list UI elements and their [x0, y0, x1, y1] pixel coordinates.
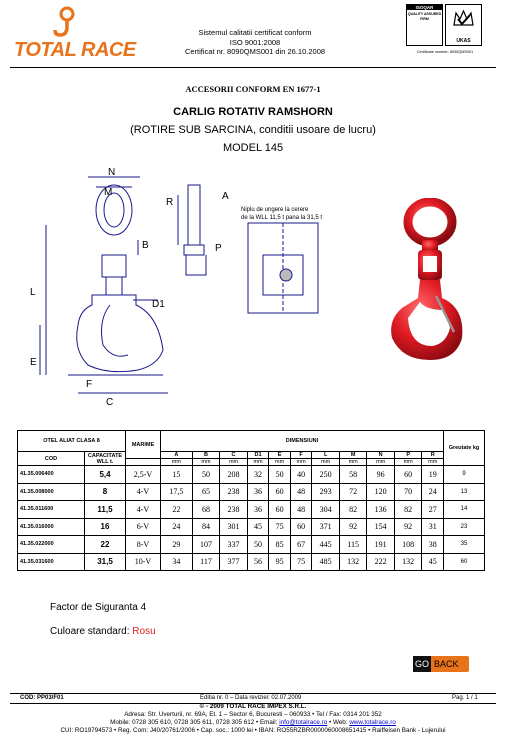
footer-address: Adresa: Str. Uverturii, nr. 69A, Et. 1 – Sector 6, Bucuresti – 060933 • Tel / Fax: 0314 201 352: [124, 711, 382, 718]
dim-col-b: B: [192, 452, 220, 459]
cell-dim-n: 136: [367, 501, 395, 519]
cell-dim-f: 75: [290, 553, 312, 571]
certification-text: [160, 28, 350, 57]
cell-dim-e: 60: [269, 501, 291, 519]
cell-dim-m: 132: [339, 553, 367, 571]
unit-m: mm: [339, 459, 367, 466]
dim-col-e: E: [269, 452, 291, 459]
weight-header: Greutate kg: [444, 431, 485, 466]
cell-dim-c: 337: [220, 536, 248, 554]
cell-marking: 10-V: [126, 553, 161, 571]
cell-weight: 35: [444, 536, 485, 554]
ukas-label: UKAS: [456, 38, 471, 44]
table-row: [18, 483, 485, 501]
cell-dim-a: 34: [161, 553, 193, 571]
dim-label-b: B: [142, 240, 149, 251]
specifications-table: [17, 430, 485, 571]
dim-label-c: C: [106, 397, 114, 408]
cell-dim-p: 132: [394, 553, 422, 571]
go-back-button[interactable]: [413, 656, 469, 672]
cell-dim-n: 96: [367, 466, 395, 484]
cell-dim-b: 107: [192, 536, 220, 554]
table-row: [18, 466, 485, 484]
cell-dim-a: 17,5: [161, 483, 193, 501]
iso-certification-badge: [401, 4, 489, 62]
logo-text: TOTAL RACE: [14, 39, 136, 61]
cell-dim-l: 485: [312, 553, 340, 571]
cell-dim-c: 238: [220, 501, 248, 519]
cell-capacity: 31,5: [85, 553, 126, 571]
unit-a: mm: [161, 459, 193, 466]
cell-code: 41.35.016000: [18, 518, 85, 536]
table-row: [18, 536, 485, 554]
cell-code: 41.35.008000: [18, 483, 85, 501]
footer-contact: [0, 719, 506, 727]
steel-header: OTEL ALIAT CLASA 8: [18, 431, 126, 452]
footer-block: [0, 703, 506, 735]
cell-dim-m: 92: [339, 518, 367, 536]
hook-logo-icon: [47, 5, 87, 39]
cell-dim-p: 82: [394, 501, 422, 519]
cell-dim-r: 38: [422, 536, 444, 554]
dim-col-n: N: [367, 452, 395, 459]
cell-dim-c: 377: [220, 553, 248, 571]
cell-dim-f: 40: [290, 466, 312, 484]
dim-col-c: C: [220, 452, 248, 459]
cell-dim-b: 68: [192, 501, 220, 519]
note-line1: Niplu de ungere la cerere: [241, 207, 309, 213]
cell-marking: 8-V: [126, 536, 161, 554]
unit-c: mm: [220, 459, 248, 466]
cell-dim-m: 72: [339, 483, 367, 501]
dim-col-f: F: [290, 452, 312, 459]
cell-dim-d1: 45: [247, 518, 269, 536]
dim-col-a: A: [161, 452, 193, 459]
cell-dim-e: 50: [269, 466, 291, 484]
product-subtitle: (ROTIRE SUB SARCINA, conditii usoare de lucru): [130, 124, 376, 136]
cell-dim-d1: 56: [247, 553, 269, 571]
cell-dim-b: 65: [192, 483, 220, 501]
cell-weight: 23: [444, 518, 485, 536]
cell-dim-m: 115: [339, 536, 367, 554]
cell-capacity: 22: [85, 536, 126, 554]
cell-weight: 9: [444, 466, 485, 484]
cert-line1: Sistemul calitatii certificat conform: [198, 28, 312, 37]
cell-dim-n: 191: [367, 536, 395, 554]
cell-dim-l: 371: [312, 518, 340, 536]
table-row: [18, 553, 485, 571]
cell-capacity: 5,4: [85, 466, 126, 484]
dim-col-r: R: [422, 452, 444, 459]
dim-label-a: A: [222, 191, 229, 202]
cell-dim-r: 31: [422, 518, 444, 536]
cell-dim-l: 304: [312, 501, 340, 519]
footer-legal: CUI: RO19794573 • Reg. Com: J40/20761/2006 • Cap. soc.: 1000 lei • IBAN: RO55RZBR0000060008651415 • Raiffeisen Bank - Lujerului: [60, 727, 446, 734]
cell-dim-l: 293: [312, 483, 340, 501]
dim-label-e: E: [30, 357, 37, 368]
header-divider: [10, 67, 496, 68]
cell-dim-p: 60: [394, 466, 422, 484]
marking-blank: [126, 459, 161, 466]
footer-page: Pag. 1 / 1: [452, 695, 478, 701]
cell-dim-n: 222: [367, 553, 395, 571]
cell-dim-n: 154: [367, 518, 395, 536]
cell-dim-p: 70: [394, 483, 422, 501]
dim-label-d1: D1: [152, 299, 165, 310]
dim-label-m: M: [104, 187, 113, 198]
cell-dim-m: 82: [339, 501, 367, 519]
table-row: [18, 518, 485, 536]
footer-web-link[interactable]: www.totalrace.ro: [349, 719, 396, 726]
cell-dim-m: 58: [339, 466, 367, 484]
cell-dim-l: 445: [312, 536, 340, 554]
cell-dim-c: 301: [220, 518, 248, 536]
note-line2: de la WLL 11,5 t pana la 31,5 t: [241, 215, 323, 221]
cell-marking: 4-V: [126, 501, 161, 519]
marking-header: MARIME: [126, 431, 161, 459]
cert-line3: Certificat nr. 8090QMS001 din 26.10.2008: [184, 47, 326, 56]
lubrication-note: [241, 206, 361, 222]
code-header: COD: [18, 452, 85, 466]
footer-phones: Mobile: 0728 305 610, 0728 305 611, 0728 305 612 • Email:: [110, 719, 280, 726]
product-title: CARLIG ROTATIV RAMSHORN: [173, 106, 333, 118]
cell-dim-p: 108: [394, 536, 422, 554]
dimensions-header: DIMENSIUNI: [161, 431, 444, 452]
dim-label-l: L: [30, 287, 36, 298]
cell-capacity: 16: [85, 518, 126, 536]
capacity-header: CAPACITATE WLL t.: [85, 452, 126, 466]
cell-dim-c: 238: [220, 483, 248, 501]
cert-line2: ISO 9001:2008: [229, 37, 281, 47]
safety-factor: Factor de Siguranta 4: [50, 602, 147, 613]
cell-dim-c: 208: [220, 466, 248, 484]
cell-dim-n: 120: [367, 483, 395, 501]
cell-dim-l: 250: [312, 466, 340, 484]
cell-code: 41.35.031600: [18, 553, 85, 571]
cell-dim-e: 85: [269, 536, 291, 554]
cell-dim-r: 27: [422, 501, 444, 519]
dim-label-p: P: [215, 243, 222, 254]
dim-col-d1: D1: [247, 452, 269, 459]
dim-col-m: M: [339, 452, 367, 459]
cell-dim-r: 19: [422, 466, 444, 484]
cell-dim-e: 95: [269, 553, 291, 571]
cell-marking: 4-V: [126, 483, 161, 501]
ukas-crown-icon: [446, 5, 481, 33]
table-row: [18, 501, 485, 519]
cell-capacity: 8: [85, 483, 126, 501]
cell-code: 41.35.006400: [18, 466, 85, 484]
cell-dim-d1: 50: [247, 536, 269, 554]
unit-r: mm: [422, 459, 444, 466]
back-label: BACK: [434, 659, 459, 669]
quality-label: QUALITY ASSURED FIRM: [407, 12, 442, 21]
cell-capacity: 11,5: [85, 501, 126, 519]
cell-dim-b: 117: [192, 553, 220, 571]
cell-dim-a: 22: [161, 501, 193, 519]
dim-label-f: F: [86, 379, 93, 390]
dim-col-l: L: [312, 452, 340, 459]
unit-d1: mm: [247, 459, 269, 466]
unit-e: mm: [269, 459, 291, 466]
footer-email-link[interactable]: info@totalrace.ro: [279, 719, 328, 726]
cell-dim-p: 92: [394, 518, 422, 536]
unit-f: mm: [290, 459, 312, 466]
footer-divider-top: [10, 693, 496, 694]
footer-edition: Editia nr. 0 – Data reviziei: 02.07.2009: [200, 695, 302, 701]
unit-n: mm: [367, 459, 395, 466]
cell-dim-e: 75: [269, 518, 291, 536]
specifications-body: [18, 466, 485, 571]
dim-col-p: P: [394, 452, 422, 459]
cell-dim-r: 45: [422, 553, 444, 571]
cell-dim-r: 24: [422, 483, 444, 501]
dim-label-n: N: [108, 167, 116, 178]
cell-dim-f: 48: [290, 501, 312, 519]
technical-drawing: [18, 165, 378, 415]
product-photo: [380, 198, 490, 368]
dim-label-r: R: [166, 197, 174, 208]
cell-dim-f: 60: [290, 518, 312, 536]
model-title: MODEL 145: [222, 142, 284, 154]
cell-dim-a: 29: [161, 536, 193, 554]
cell-dim-a: 15: [161, 466, 193, 484]
cell-dim-d1: 36: [247, 483, 269, 501]
cell-weight: 60: [444, 553, 485, 571]
unit-b: mm: [192, 459, 220, 466]
standard-color: [50, 626, 156, 637]
color-value: Rosu: [132, 626, 156, 637]
cell-dim-a: 24: [161, 518, 193, 536]
color-label: Culoare standard:: [50, 626, 130, 637]
badge-caption: Certificate number: 8090QMS001: [416, 50, 474, 54]
footer-copyright: © - 2009 TOTAL RACE IMPEX S.R.L.: [199, 703, 307, 710]
cell-dim-f: 67: [290, 536, 312, 554]
cell-dim-e: 60: [269, 483, 291, 501]
footer-doc-code: COD: PP03/F01: [20, 695, 64, 701]
cell-marking: 2,5-V: [126, 466, 161, 484]
cell-dim-d1: 36: [247, 501, 269, 519]
footer-web-prefix: • Web:: [327, 719, 350, 726]
unit-p: mm: [394, 459, 422, 466]
logo: [14, 5, 136, 65]
cell-marking: 6-V: [126, 518, 161, 536]
cell-code: 41.35.011600: [18, 501, 85, 519]
cell-weight: 14: [444, 501, 485, 519]
go-label: GO: [413, 656, 431, 672]
cell-code: 41.35.022000: [18, 536, 85, 554]
cell-dim-b: 84: [192, 518, 220, 536]
standard-title: ACCESORII CONFORM EN 1677-1: [185, 84, 321, 94]
unit-l: mm: [312, 459, 340, 466]
cell-dim-b: 50: [192, 466, 220, 484]
isoqar-label: ISOQAR: [407, 5, 442, 10]
cell-dim-f: 48: [290, 483, 312, 501]
cell-dim-d1: 32: [247, 466, 269, 484]
cell-weight: 13: [444, 483, 485, 501]
